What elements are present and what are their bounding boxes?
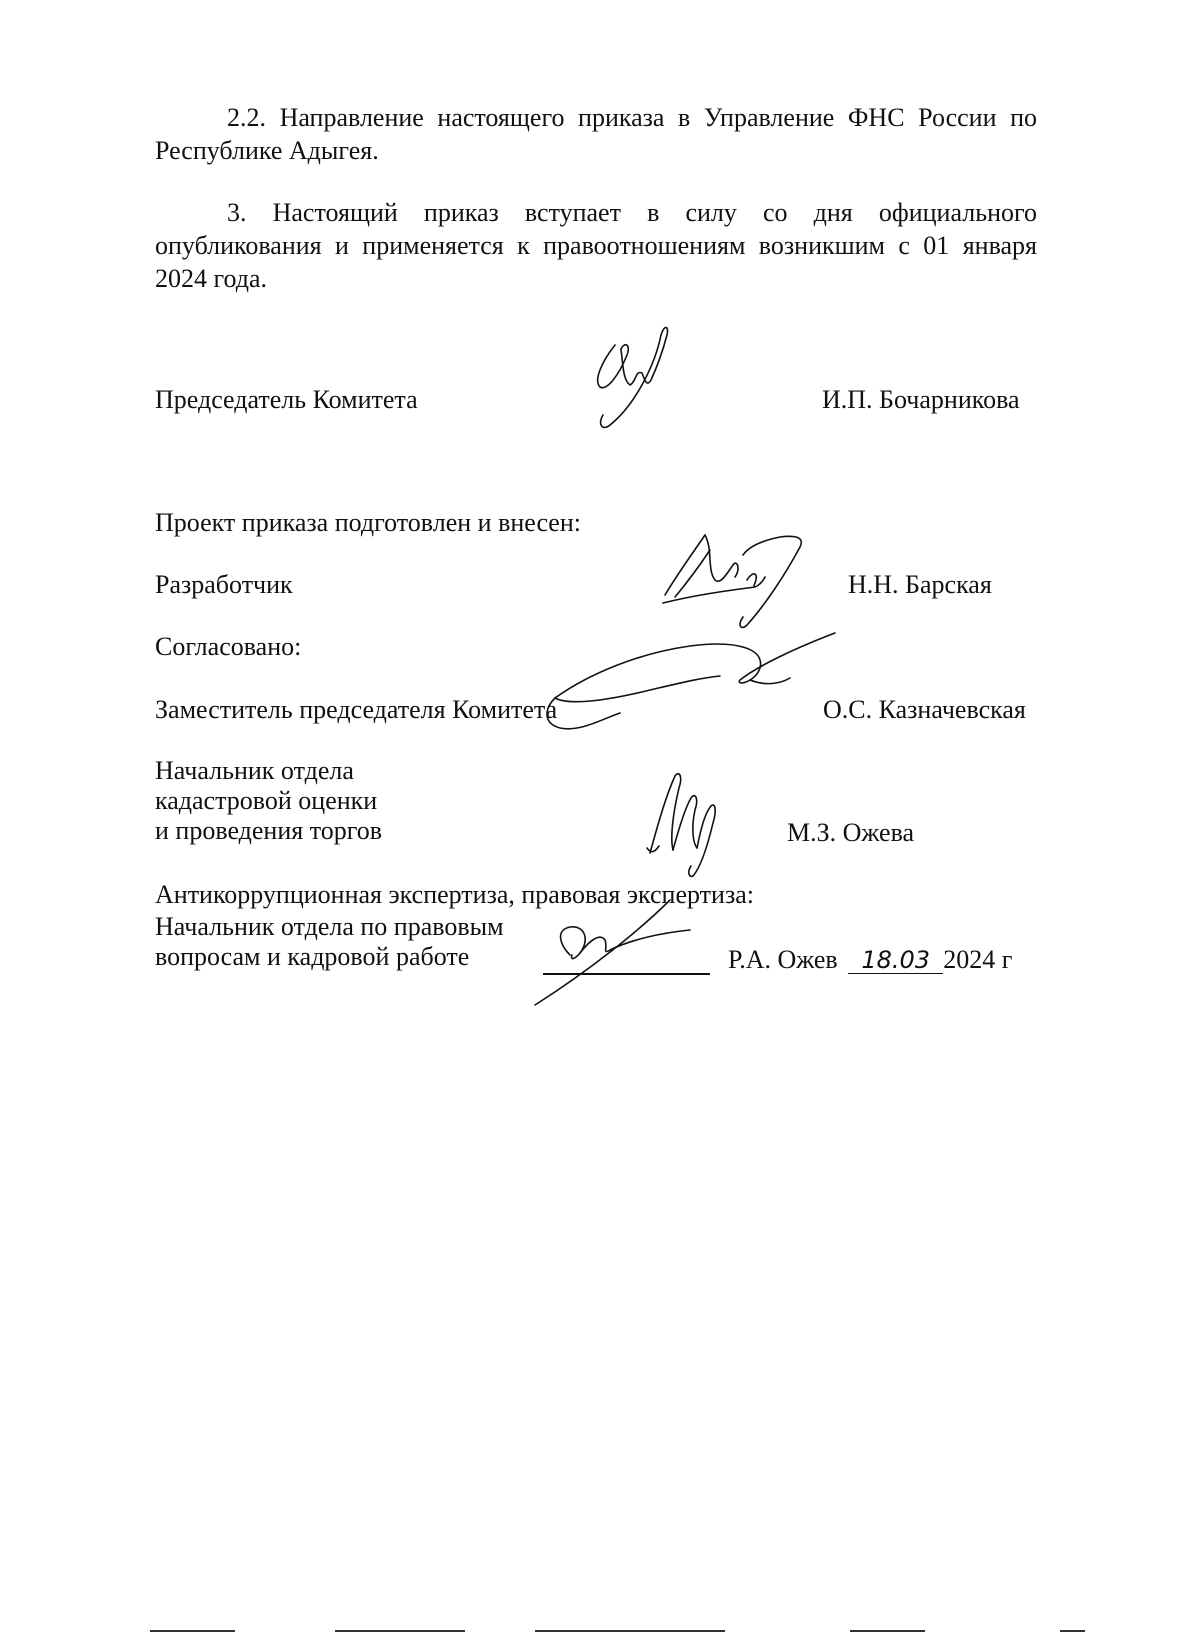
chairman-name: И.П. Бочарникова <box>822 385 1020 414</box>
deputy-name: О.С. Казначевская <box>823 695 1026 724</box>
expertise-name: Р.А. Ожев <box>728 945 838 974</box>
paragraph-3: 3. Настоящий приказ вступает в силу со дня официального опубликования и применяется к правоотношениям возникшим с 01 января 2024 года. <box>155 198 1037 293</box>
head-cadastral-title-line-2: кадастровой оценки <box>155 786 378 815</box>
project-heading: Проект приказа подготовлен и внесен: <box>155 508 581 537</box>
head-cadastral-name: М.З. Ожева <box>787 818 915 847</box>
expertise-heading: Антикоррупционная экспертиза, правовая экспертиза: <box>155 880 754 909</box>
developer-title: Разработчик <box>155 570 293 599</box>
paragraph-2-2: 2.2. Направление настоящего приказа в Управление ФНС России по Республике Адыгея. <box>155 103 1037 165</box>
developer-signature <box>655 525 815 635</box>
head-cadastral-title-line-1: Начальник отдела <box>155 756 354 785</box>
scan-artifact-line <box>150 1630 235 1632</box>
chairman-title: Председатель Комитета <box>155 385 418 414</box>
head-cadastral-title-line-3: и проведения торгов <box>155 816 383 845</box>
expertise-signature <box>530 895 700 1010</box>
expertise-title-line-1: Начальник отдела по правовым <box>155 912 504 941</box>
agreed-label: Согласовано: <box>155 632 302 661</box>
head-cadastral-signature <box>645 768 725 878</box>
expertise-title <box>155 912 504 972</box>
handwritten-date: 18.03 <box>848 947 943 974</box>
deputy-signature <box>550 628 850 748</box>
deputy-title: Заместитель председателя Комитета <box>155 695 558 724</box>
scan-artifact-line <box>1060 1630 1085 1632</box>
date-year: 2024 г <box>943 945 1013 974</box>
scan-artifact-line <box>535 1630 725 1632</box>
expertise-title-line-2: вопросам и кадровой работе <box>155 942 470 971</box>
chairman-signature <box>585 325 695 440</box>
scan-artifact-line <box>335 1630 465 1632</box>
expertise-date-line <box>728 945 1012 975</box>
scan-artifact-line <box>850 1630 925 1632</box>
head-cadastral-title <box>155 756 382 846</box>
developer-name: Н.Н. Барская <box>848 570 992 599</box>
